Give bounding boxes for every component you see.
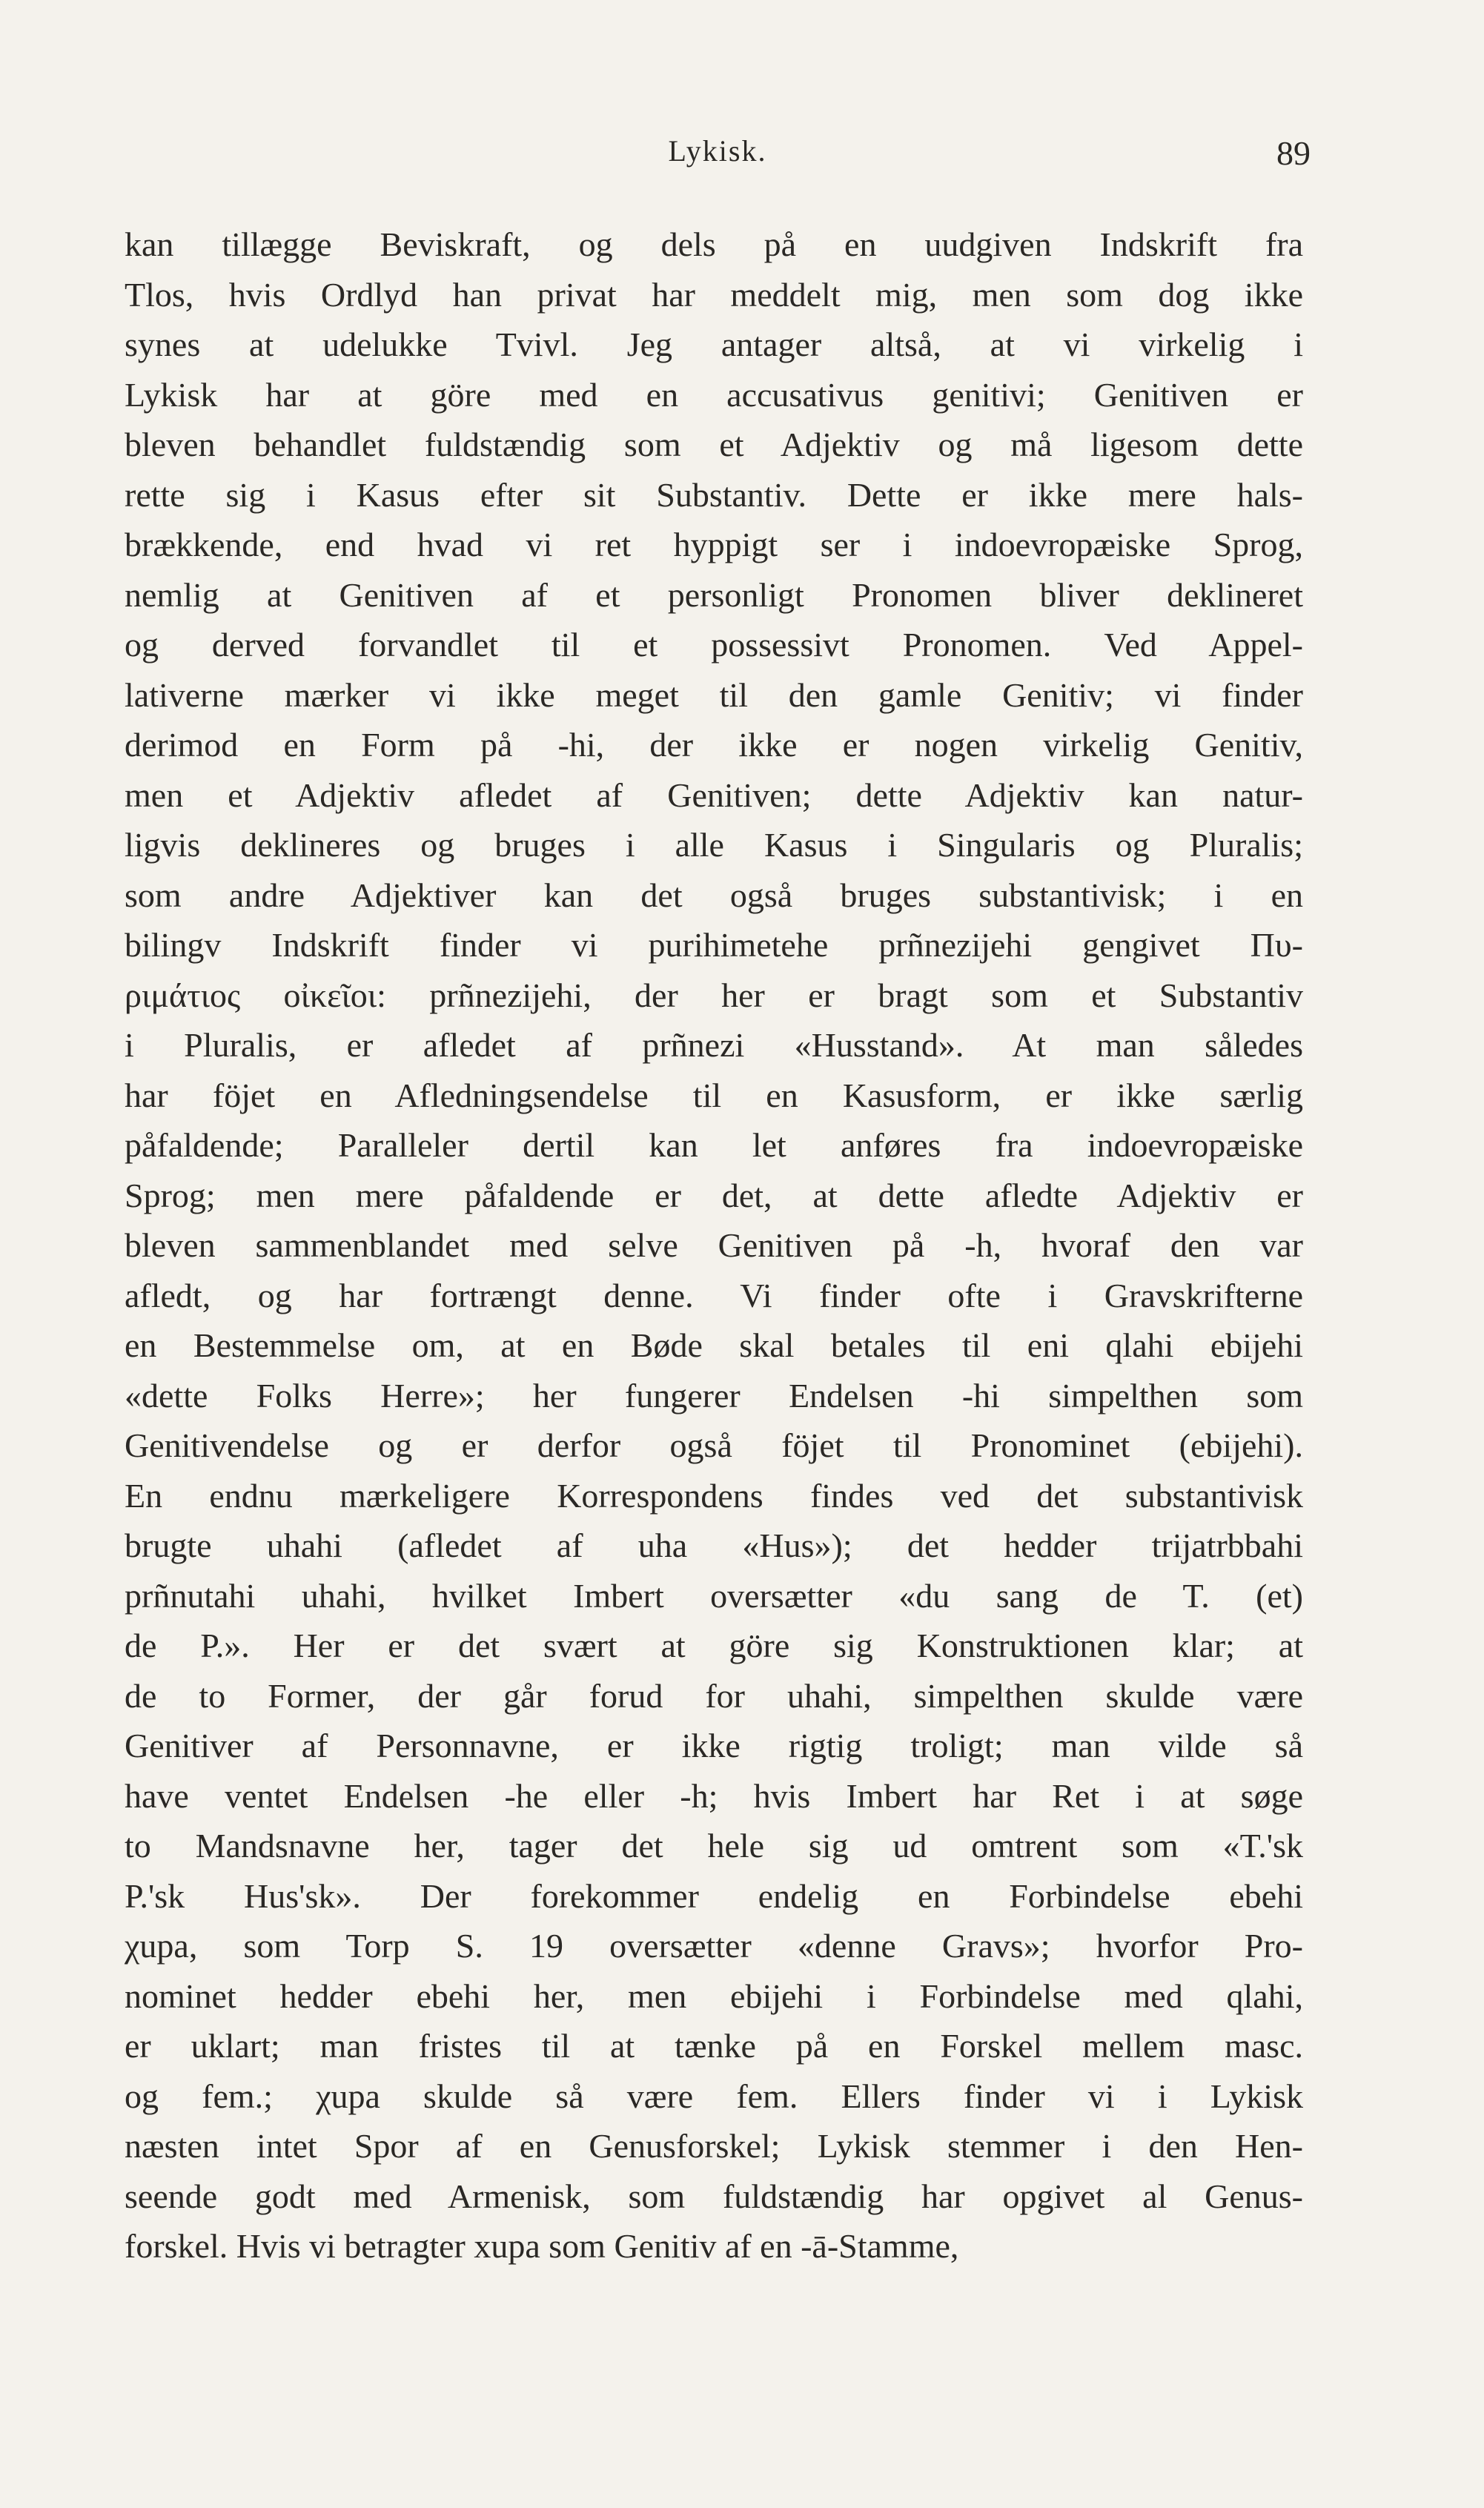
text-line: men et Adjektiv afledet af Genitiven; dette Adjektiv kan natur- — [125, 775, 1303, 814]
text-line: forskel. Hvis vi betragter xupa som Genitiv af en -ā-Stamme, — [125, 2227, 959, 2265]
text-line: prñnutahi uhahi, hvilket Imbert oversætter «du sang de T. (et) — [125, 1576, 1303, 1615]
body-text — [125, 219, 1303, 2272]
text-line: i Pluralis, er afledet af prñnezi «Husstand». At man således — [125, 1026, 1303, 1064]
text-line: og derved forvandlet til et possessivt Pronomen. Ved Appel- — [125, 626, 1303, 664]
text-line: næsten intet Spor af en Genusforskel; Lykisk stemmer i den Hen- — [125, 2127, 1303, 2165]
text-line: bleven behandlet fuldstændig som et Adjektiv og må ligesom dette — [125, 426, 1303, 463]
text-line: synes at udelukke Tvivl. Jeg antager altså, at vi virkelig i — [125, 325, 1303, 363]
text-line: nemlig at Genitiven af et personligt Pronomen bliver deklineret — [125, 575, 1303, 614]
text-line: Genitivendelse og er derfor også föjet til Pronominet (ebijehi). — [125, 1426, 1303, 1464]
text-line: rette sig i Kasus efter sit Substantiv. Dette er ikke mere hals- — [125, 475, 1303, 514]
text-line: derimod en Form på -hi, der ikke er nogen virkelig Genitiv, — [125, 726, 1303, 764]
text-line: er uklart; man fristes til at tænke på en Forskel mellem masc. — [125, 2027, 1303, 2065]
text-line: nominet hedder ebehi her, men ebijehi i Forbindelse med qlahi, — [125, 1976, 1303, 2015]
text-line: de P.». Her er det svært at göre sig Konstruktionen klar; at — [125, 1627, 1303, 1664]
text-line: bilingv Indskrift finder vi purihimetehe prñnezijehi gengivet Πυ- — [125, 926, 1303, 964]
text-line: Sprog; men mere påfaldende er det, at dette afledte Adjektiv er — [125, 1176, 1303, 1214]
text-line: brugte uhahi (afledet af uha «Hus»); det hedder trijatrbbahi — [125, 1526, 1303, 1564]
text-line: en Bestemmelse om, at en Bøde skal betales til eni qlahi ebijehi — [125, 1326, 1303, 1364]
text-line: En endnu mærkeligere Korrespondens findes ved det substantivisk — [125, 1476, 1303, 1515]
text-line: χupa, som Torp S. 19 oversætter «denne Gravs»; hvorfor Pro- — [125, 1927, 1303, 1965]
text-line: som andre Adjektiver kan det også bruges substantivisk; i en — [125, 876, 1303, 914]
page-header — [125, 133, 1311, 185]
page-number: 89 — [1276, 134, 1311, 172]
text-line: lativerne mærker vi ikke meget til den gamle Genitiv; vi finder — [125, 675, 1303, 714]
text-line: seende godt med Armenisk, som fuldstændig har opgivet al Genus- — [125, 2177, 1303, 2215]
text-line: Tlos, hvis Ordlyd han privat har meddelt mig, men som dog ikke — [125, 275, 1303, 314]
text-line: P.'sk Hus'sk». Der forekommer endelig en Forbindelse ebehi — [125, 1876, 1303, 1915]
text-line: påfaldende; Paralleler dertil kan let anføres fra indoevropæiske — [125, 1126, 1303, 1164]
text-line: to Mandsnavne her, tager det hele sig ud omtrent som «T.'sk — [125, 1827, 1303, 1865]
text-line: have ventet Endelsen -he eller -h; hvis Imbert har Ret i at søge — [125, 1776, 1303, 1815]
text-line: ριμάτιος οἰκεῖοι: prñnezijehi, der her er bragt som et Substantiv — [125, 976, 1303, 1014]
text-line: har föjet en Afledningsendelse til en Kasusform, er ikke særlig — [125, 1076, 1303, 1114]
text-line: bleven sammenblandet med selve Genitiven på -h, hvoraf den var — [125, 1226, 1303, 1264]
text-line: brækkende, end hvad vi ret hyppigt ser i indoevropæiske Sprog, — [125, 526, 1303, 563]
running-head: Lykisk. — [668, 134, 767, 168]
text-line: ligvis deklineres og bruges i alle Kasus i Singularis og Pluralis; — [125, 826, 1303, 864]
text-line: de to Former, der går forud for uhahi, simpelthen skulde være — [125, 1676, 1303, 1715]
text-line: Lykisk har at göre med en accusativus genitivi; Genitiven er — [125, 375, 1303, 414]
text-line: og fem.; χupa skulde så være fem. Ellers finder vi i Lykisk — [125, 2077, 1303, 2115]
text-line: afledt, og har fortrængt denne. Vi finder ofte i Gravskrifterne — [125, 1276, 1303, 1314]
text-line: kan tillægge Beviskraft, og dels på en uudgiven Indskrift fra — [125, 225, 1303, 263]
text-line: «dette Folks Herre»; her fungerer Endelsen -hi simpelthen som — [125, 1376, 1303, 1415]
text-line: Genitiver af Personnavne, er ikke rigtig troligt; man vilde så — [125, 1727, 1303, 1764]
